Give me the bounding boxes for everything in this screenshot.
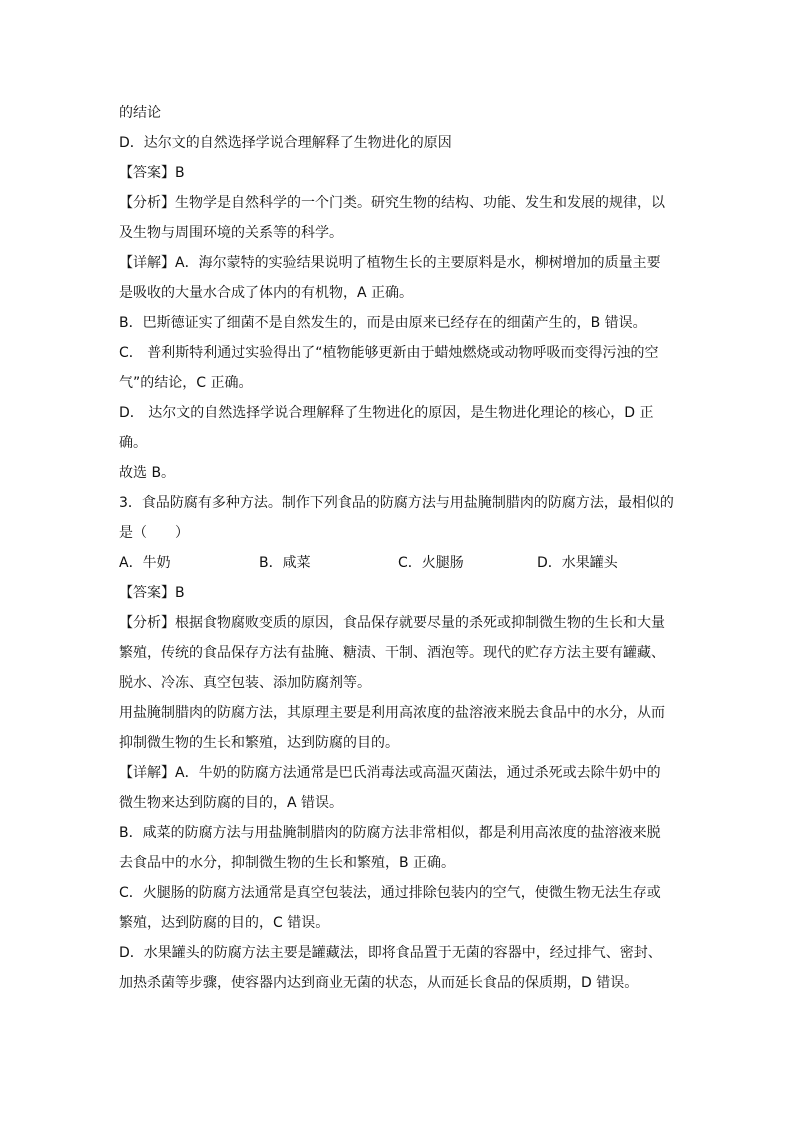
analysis-line: 【分析】生物学是自然科学的一个门类。研究生物的结构、功能、发生和发展的规律，以 — [119, 195, 665, 211]
detail-line: 加热杀菌等步骤，使容器内达到商业无菌的状态，从而延长食品的保质期，D 错误。 — [119, 975, 639, 991]
analysis-line: 及生物与周围环境的关系等的科学。 — [119, 225, 343, 241]
detail-line: 去食品中的水分，抑制微生物的生长和繁殖，B 正确。 — [119, 855, 456, 871]
detail-line: 【详解】A．海尔蒙特的实验结果说明了植物生长的主要原料是水，柳树增加的质量主要 — [119, 255, 661, 271]
option-c: C．火腿肠 — [398, 555, 464, 571]
detail-line: D．水果罐头的防腐方法主要是罐藏法，即将食品置于无菌的容器中，经过排气、密封、 — [119, 945, 662, 961]
detail-line: 【详解】A．牛奶的防腐方法通常是巴氏消毒法或高温灭菌法，通过杀死或去除牛奶中的 — [119, 765, 661, 781]
analysis-line: 用盐腌制腊肉的防腐方法，其原理主要是利用高浓度的盐溶液来脱去食品中的水分，从而 — [119, 705, 665, 721]
option-b: B．咸菜 — [259, 555, 311, 571]
detail-line: C． 普利斯特利通过实验得出了“植物能够更新由于蜡烛燃烧或动物呼吸而变得污浊的空 — [119, 345, 659, 361]
detail-line: 确。 — [119, 435, 147, 451]
text-line: D．达尔文的自然选择学说合理解释了生物进化的原因 — [119, 135, 452, 151]
question-line: 是（ ） — [119, 525, 189, 541]
detail-line: D． 达尔文的自然选择学说合理解释了生物进化的原因，是生物进化理论的核心，D 正 — [119, 405, 654, 421]
detail-line: B．巴斯德证实了细菌不是自然发生的，而是由原来已经存在的细菌产生的，B 错误。 — [119, 315, 647, 331]
answer-label: 【答案】B — [119, 585, 185, 601]
analysis-line: 【分析】根据食物腐败变质的原因，食品保存就要尽量的杀死或抑制微生物的生长和大量 — [119, 615, 665, 631]
conclusion-line: 故选 B。 — [119, 465, 176, 481]
detail-line: 繁殖，达到防腐的目的，C 错误。 — [119, 915, 330, 931]
option-d: D．水果罐头 — [537, 555, 618, 571]
answer-options — [119, 548, 679, 578]
detail-line: 微生物来达到防腐的目的，A 错误。 — [119, 795, 344, 811]
detail-line: 是吸收的大量水合成了体内的有机物，A 正确。 — [119, 285, 414, 301]
question-line: 3．食品防腐有多种方法。制作下列食品的防腐方法与用盐腌制腊肉的防腐方法，最相似的 — [119, 495, 674, 511]
detail-line: C．火腿肠的防腐方法通常是真空包装法，通过排除包装内的空气，使微生物无法生存或 — [119, 885, 661, 901]
analysis-line: 脱水、冷冻、真空包装、添加防腐剂等。 — [119, 675, 371, 691]
document-page — [119, 98, 679, 998]
detail-line: 气”的结论，C 正确。 — [119, 375, 253, 391]
analysis-line: 抑制微生物的生长和繁殖，达到防腐的目的。 — [119, 735, 399, 751]
answer-label: 【答案】B — [119, 165, 185, 181]
detail-line: B．咸菜的防腐方法与用盐腌制腊肉的防腐方法非常相似，都是利用高浓度的盐溶液来脱 — [119, 825, 661, 841]
text-line: 的结论 — [119, 105, 161, 121]
analysis-line: 繁殖，传统的食品保存方法有盐腌、糖渍、干制、酒泡等。现代的贮存方法主要有罐藏、 — [119, 645, 665, 661]
option-a: A．牛奶 — [119, 555, 171, 571]
